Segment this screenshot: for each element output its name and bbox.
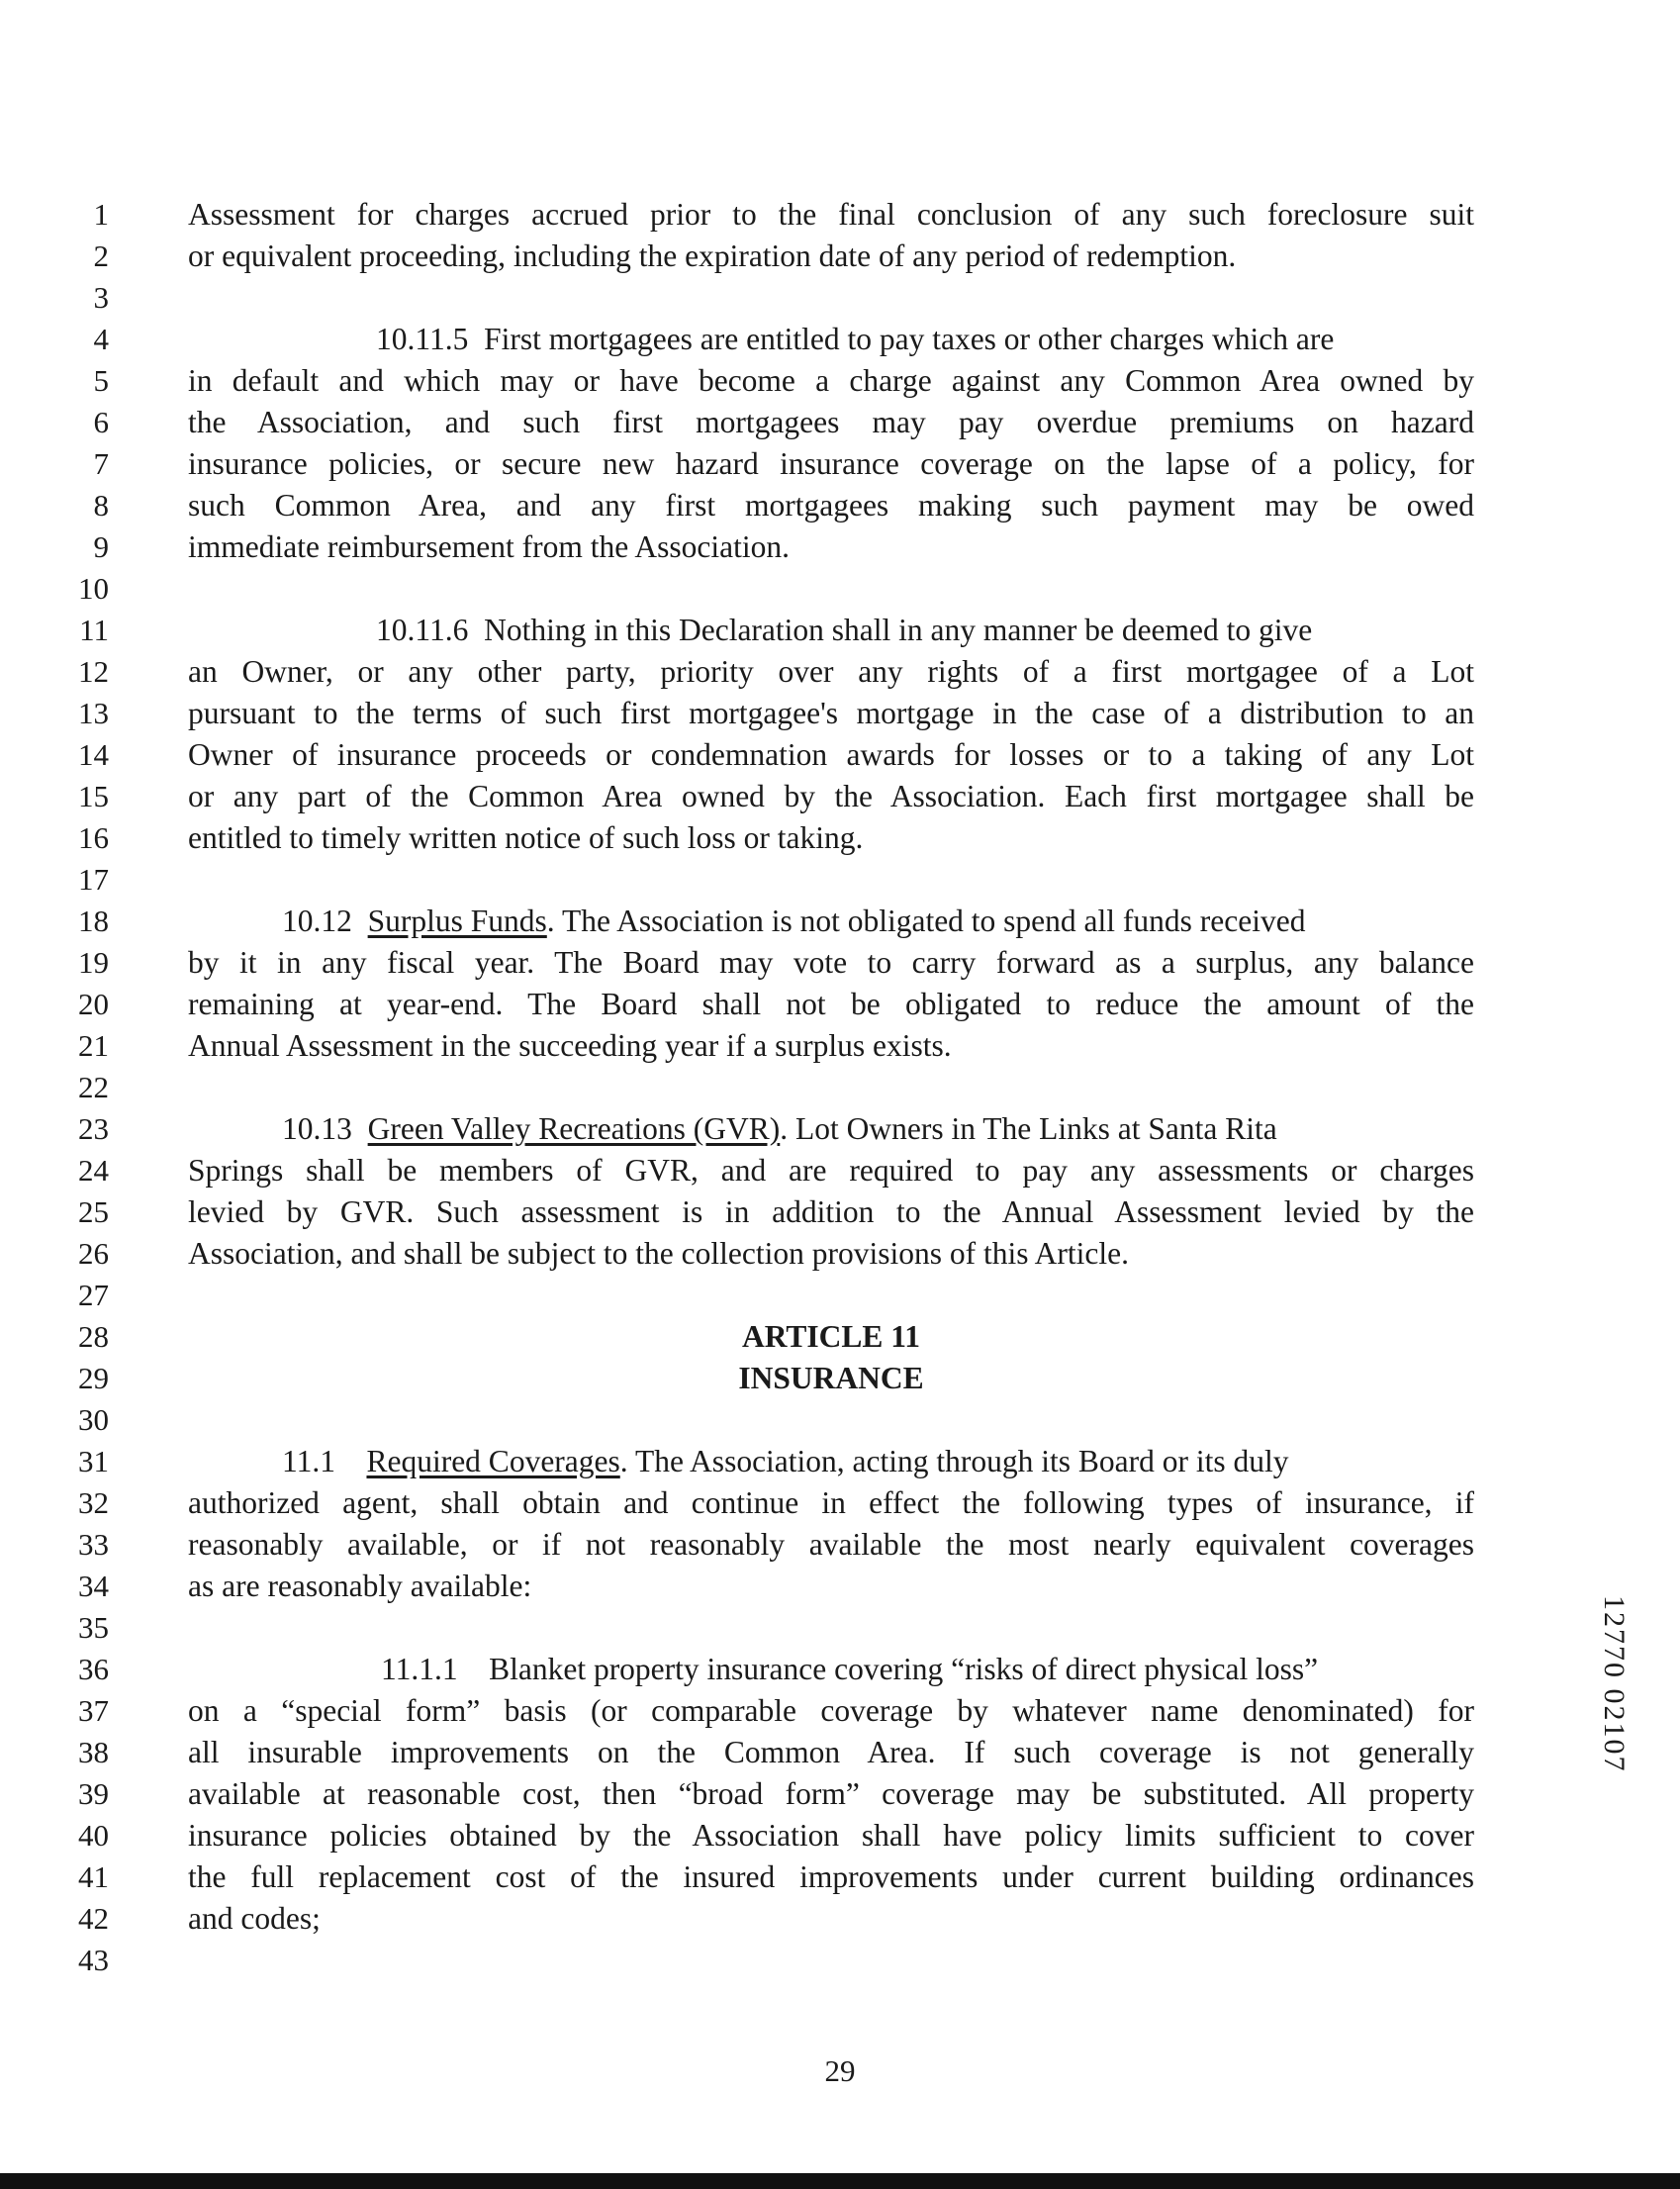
line-number: 4: [93, 322, 109, 356]
line-number: 30: [78, 1402, 109, 1437]
text-line: insurance policies obtained by the Association shall have policy limits sufficient to cover: [188, 1818, 1474, 1853]
line-number: 28: [78, 1319, 109, 1354]
text-line: Annual Assessment in the succeeding year if a surplus exists.: [188, 1028, 952, 1063]
text-line: remaining at year-end. The Board shall not be obligated to reduce the amount of the: [188, 987, 1474, 1021]
text-line: authorized agent, shall obtain and continue in effect the following types of insurance, if: [188, 1485, 1474, 1520]
section-number: 10.12: [282, 904, 352, 938]
text-line: levied by GVR. Such assessment is in addition to the Annual Assessment levied by the: [188, 1194, 1474, 1229]
line-number: 13: [78, 696, 109, 730]
line-number: 21: [78, 1028, 109, 1063]
text-line: reasonably available, or if not reasonably available the most nearly equivalent coverages: [188, 1527, 1474, 1562]
line-number: 36: [78, 1652, 109, 1686]
line-number: 2: [93, 238, 109, 273]
text-line: Assessment for charges accrued prior to the final conclusion of any such foreclosure suit: [188, 197, 1474, 232]
line-number: 24: [78, 1153, 109, 1188]
line-number: 34: [78, 1569, 109, 1603]
text-line: by it in any fiscal year. The Board may vote to carry forward as a surplus, any balance: [188, 945, 1474, 980]
line-number: 35: [78, 1610, 109, 1645]
section-number: 10.13: [282, 1111, 352, 1146]
text-line: all insurable improvements on the Common Area. If such coverage is not generally: [188, 1735, 1474, 1769]
line-number: 18: [78, 904, 109, 938]
section-number: 10.11.5: [376, 322, 469, 356]
text-span: First mortgagees are entitled to pay taxes or other charges which are: [484, 322, 1335, 356]
line-number: 33: [78, 1527, 109, 1562]
section-heading: Required Coverages: [366, 1444, 620, 1478]
section-heading: Green Valley Recreations (GVR): [367, 1111, 781, 1146]
line-number: 1: [93, 197, 109, 232]
text-line: entitled to timely written notice of such loss or taking.: [188, 820, 864, 855]
text-line: and codes;: [188, 1901, 321, 1936]
section-11-1-1-first-line: [188, 1649, 1474, 1690]
line-number: 17: [78, 862, 109, 897]
line-number: 15: [78, 779, 109, 813]
text-line: insurance policies, or secure new hazard insurance coverage on the lapse of a policy, for: [188, 446, 1474, 481]
text-line: immediate reimbursement from the Association.: [188, 529, 790, 564]
recording-number-stamp: 12770 02107: [1598, 1595, 1631, 1773]
line-number: 38: [78, 1735, 109, 1769]
line-number: 3: [93, 280, 109, 315]
line-number: 41: [78, 1859, 109, 1894]
line-number: 31: [78, 1444, 109, 1478]
section-10-12-first-line: [188, 901, 1474, 942]
line-number: 11: [79, 613, 109, 647]
line-number: 40: [78, 1818, 109, 1853]
section-10-11-6-first-line: [188, 610, 1474, 651]
line-number: 27: [78, 1278, 109, 1312]
article-title: ARTICLE 11: [741, 1319, 921, 1354]
line-number: 20: [78, 987, 109, 1021]
line-number: 12: [78, 654, 109, 689]
line-number: 37: [78, 1693, 109, 1728]
page-number: 29: [824, 2053, 856, 2088]
text-span: Blanket property insurance covering “risks of direct physical loss”: [489, 1652, 1319, 1686]
text-span: . The Association, acting through its Board or its duly: [619, 1444, 1289, 1478]
line-number: 16: [78, 820, 109, 855]
line-number: 23: [78, 1111, 109, 1146]
line-number: 26: [78, 1236, 109, 1271]
line-number: 5: [93, 363, 109, 398]
text-line: or equivalent proceeding, including the expiration date of any period of redemption.: [188, 238, 1237, 273]
text-line: Springs shall be members of GVR, and are required to pay any assessments or charges: [188, 1153, 1474, 1188]
line-number: 8: [93, 488, 109, 523]
line-number: 14: [78, 737, 109, 772]
scan-border: [0, 2173, 1680, 2189]
line-number: 7: [93, 446, 109, 481]
text-line: Owner of insurance proceeds or condemnation awards for losses or to a taking of any Lot: [188, 737, 1474, 772]
text-line: the Association, and such first mortgagees may pay overdue premiums on hazard: [188, 405, 1474, 439]
line-number: 43: [78, 1943, 109, 1977]
text-span: . The Association is not obligated to spend all funds received: [546, 904, 1306, 938]
section-number: 10.11.6: [376, 613, 469, 647]
line-number: 32: [78, 1485, 109, 1520]
line-number: 10: [78, 571, 109, 606]
text-line: or any part of the Common Area owned by the Association. Each first mortgagee shall be: [188, 779, 1474, 813]
section-heading: Surplus Funds: [367, 904, 547, 938]
text-line: the full replacement cost of the insured improvements under current building ordinances: [188, 1859, 1474, 1894]
line-number: 19: [78, 945, 109, 980]
section-11-1-first-line: [188, 1441, 1474, 1482]
section-10-11-5-first-line: [188, 319, 1474, 360]
text-span: Nothing in this Declaration shall in any manner be deemed to give: [484, 613, 1313, 647]
text-line: an Owner, or any other party, priority over any rights of a first mortgagee of a Lot: [188, 654, 1474, 689]
article-subtitle: INSURANCE: [738, 1361, 924, 1395]
section-10-13-first-line: [188, 1108, 1474, 1150]
text-line: on a “special form” basis (or comparable coverage by whatever name denominated) for: [188, 1693, 1474, 1728]
line-number: 39: [78, 1776, 109, 1811]
line-number: 9: [93, 529, 109, 564]
section-number: 11.1.1: [381, 1652, 458, 1686]
line-number: 42: [78, 1901, 109, 1936]
section-number: 11.1: [282, 1444, 335, 1478]
text-line: available at reasonable cost, then “broad form” coverage may be substituted. All property: [188, 1776, 1474, 1811]
text-span: . Lot Owners in The Links at Santa Rita: [780, 1111, 1277, 1146]
line-number: 29: [78, 1361, 109, 1395]
line-number: 25: [78, 1194, 109, 1229]
text-line: as are reasonably available:: [188, 1569, 532, 1603]
line-number: 22: [78, 1070, 109, 1104]
line-number: 6: [93, 405, 109, 439]
text-line: Association, and shall be subject to the collection provisions of this Article.: [188, 1236, 1129, 1271]
text-line: pursuant to the terms of such first mortgagee's mortgage in the case of a distribution to an: [188, 696, 1474, 730]
text-line: in default and which may or have become a charge against any Common Area owned by: [188, 363, 1474, 398]
text-line: such Common Area, and any first mortgagees making such payment may be owed: [188, 488, 1474, 523]
